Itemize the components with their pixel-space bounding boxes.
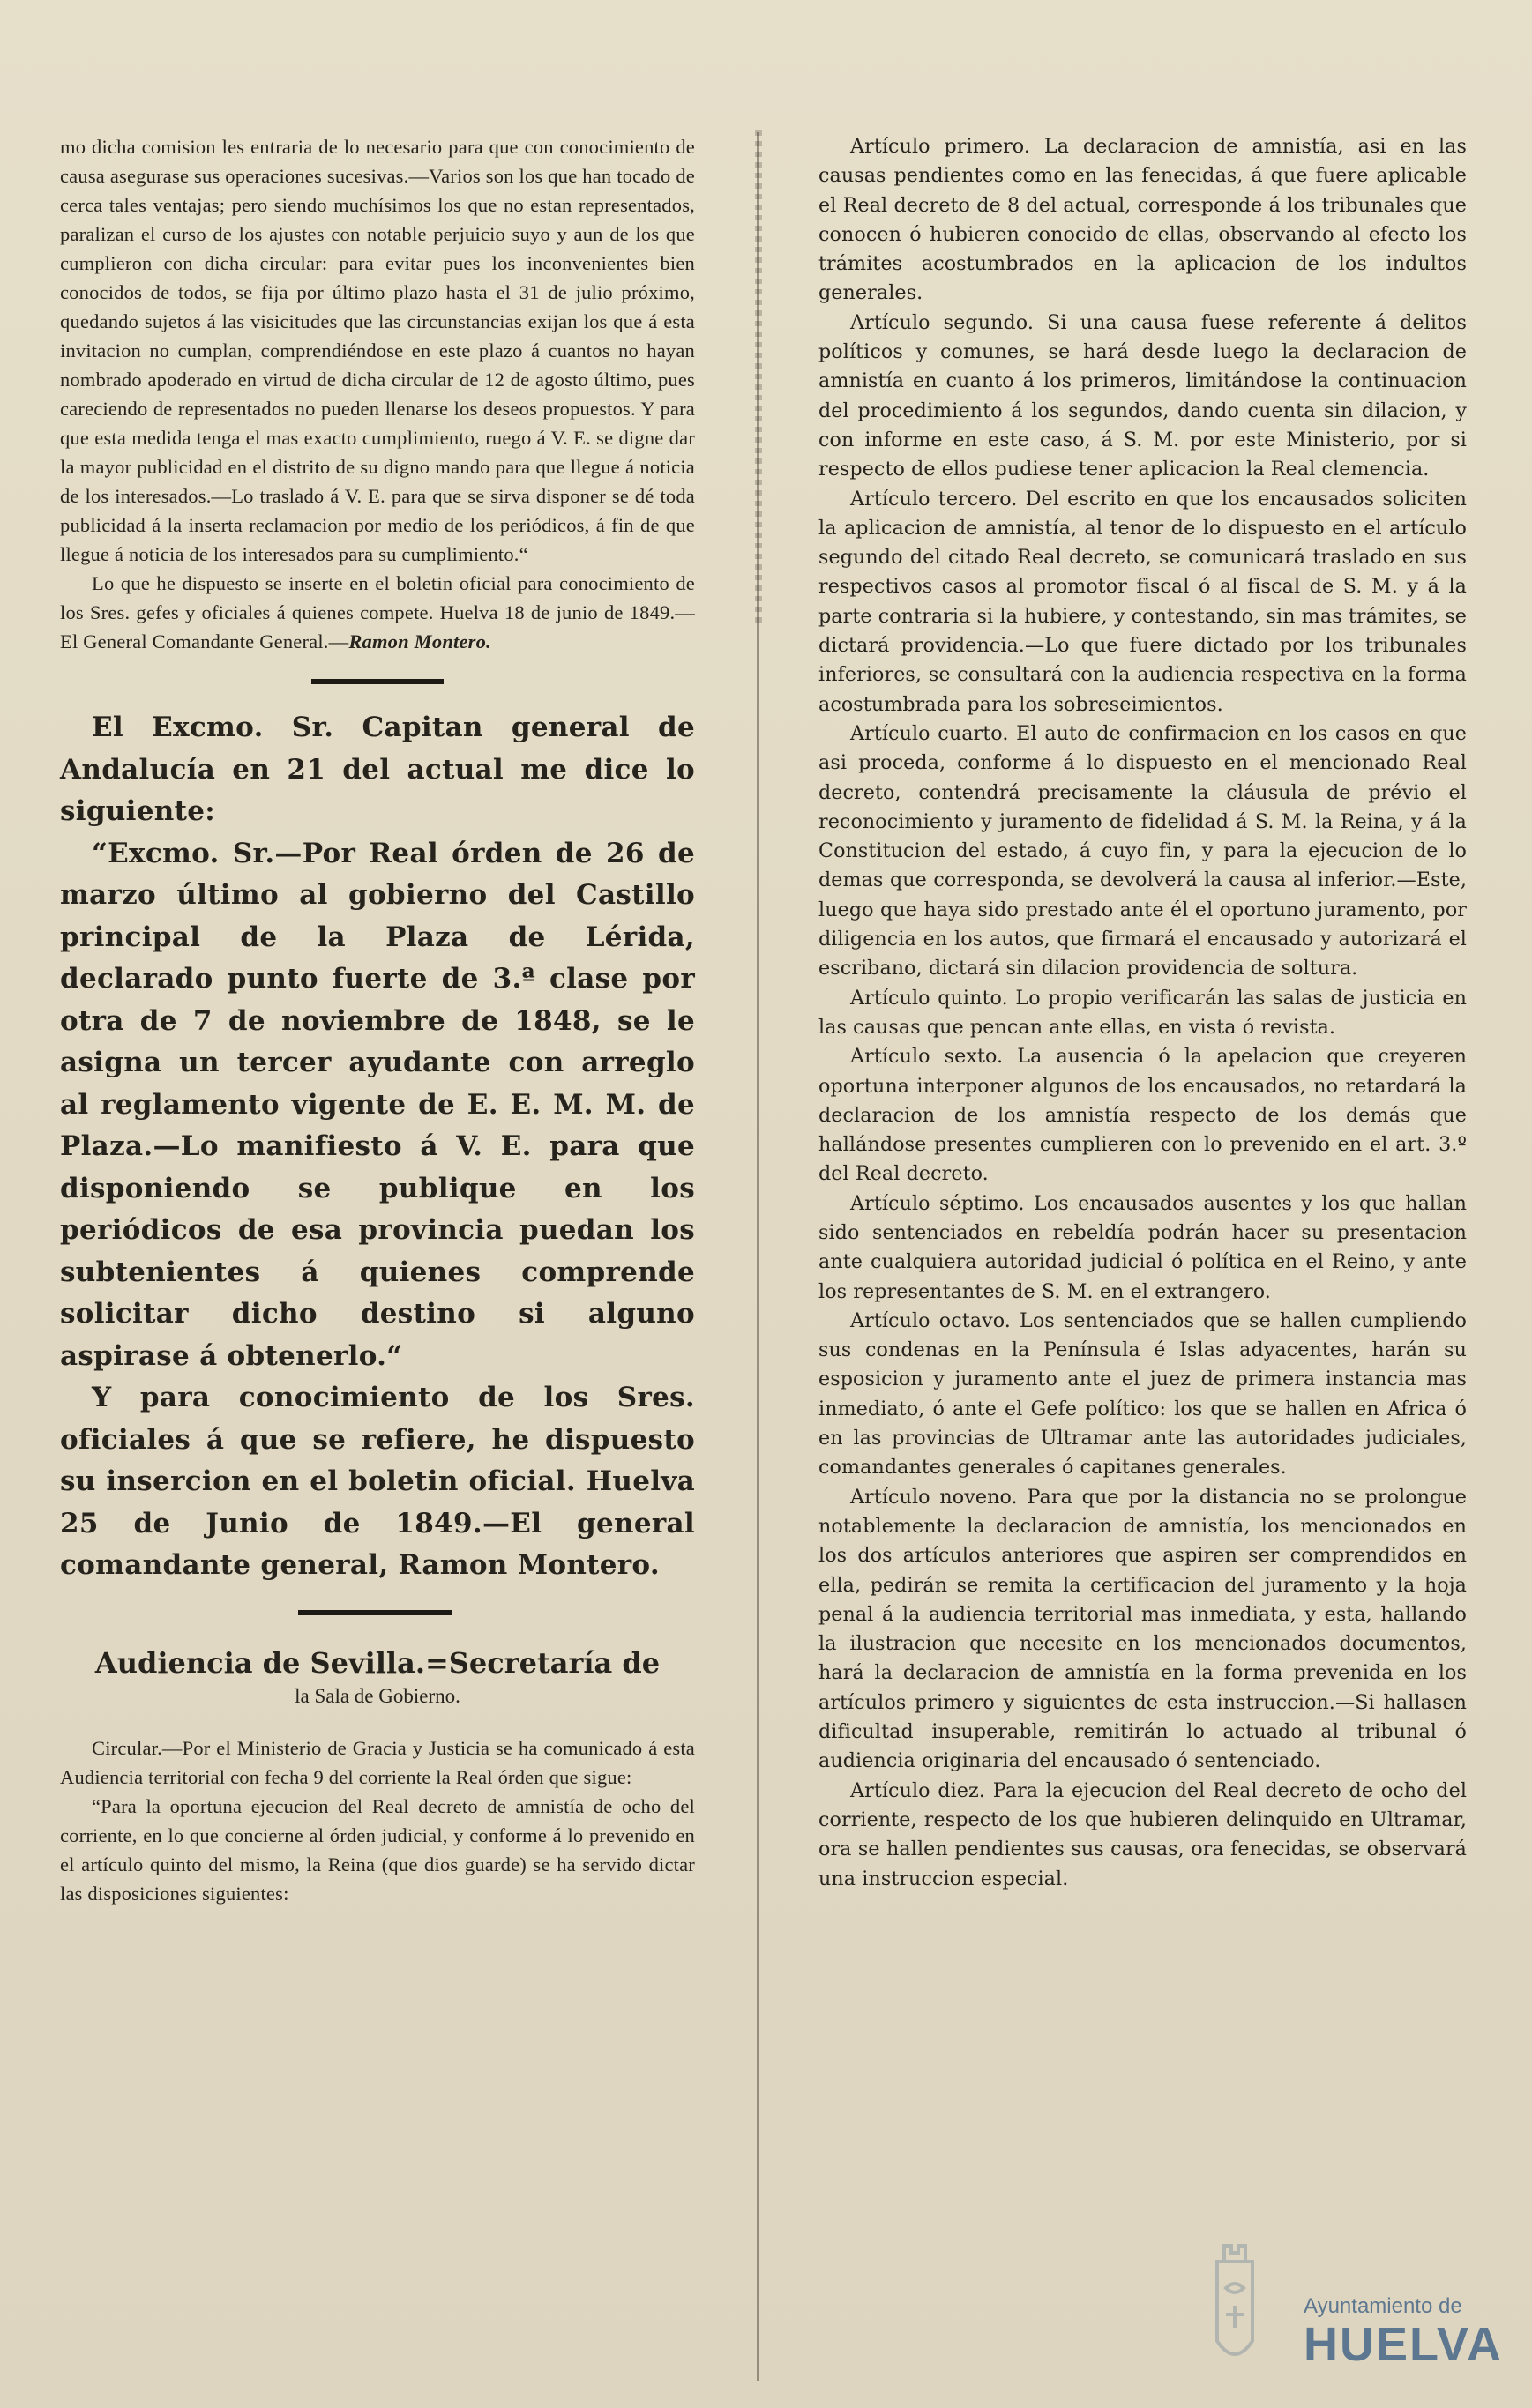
section-separator — [60, 656, 695, 707]
article-paragraph — [818, 485, 1467, 719]
article-text: Si una causa fuese referente á delitos políticos y comunes, se hará desde luego la declaracion de amnistía en cuanto á los primeros, limitándose la continuacion del procedimiento á los segundos, dando cuenta sin dilacion, y con informe en este caso, á S. M. por este Ministerio, por si respecto de ellos pudiese tener aplicacion la Real clemencia. — [818, 310, 1467, 481]
article-paragraph — [818, 1777, 1467, 1894]
notice-quote: “Excmo. Sr.—Por Real órden de 26 de marzo último al gobierno del Castillo principal de la Plaza de Lérida, declarado punto fuerte de 3.ª clase por otra de 7 de noviembre de 1848, se le asigna un tercer ayudante con arreglo al reglamento vigente de E. E. M. M. de Plaza.—Lo manifiesto á V. E. para que disponiendo se publique en los periódicos de esa provincia puedan los subtenientes á quienes comprende solicitar dicho destino si alguno aspirase á obtenerlo.“ — [60, 837, 695, 1372]
article-paragraph — [818, 309, 1467, 485]
article-paragraph — [818, 1307, 1467, 1483]
column-divider-ticks — [755, 130, 762, 624]
article-paragraph — [818, 1189, 1467, 1307]
section-subheading: la Sala de Gobierno. — [295, 1684, 460, 1707]
article-label: Artículo primero. — [850, 135, 1031, 158]
article-label: Artículo sexto. — [850, 1045, 1004, 1069]
continuation-paragraph: mo dicha comision les entraria de lo necesario para que con conocimiento de causa asegurase sus operaciones sucesivas.—Varios son los que han tocado de cerca tales ventajas; pero siendo muchísimos los que no estan representados, paralizan el curso de los ajustes con notable perjuicio suyo y aun de los que cumplieron con dicha circular: para evitar pues los inconvenientes bien conocidos de todos, se fija por último plazo hasta el 31 de julio próximo, quedando sujetos á las visicitudes que las circunstancias exijan los que á esta invitacion no cumplan, comprendiéndose en este plazo á cuantos no hayan nombrado apoderado en virtud de dicha circular de 12 de agosto último, pues careciendo de representados no pueden llenarse los deseos propuestos. Y para que esta medida tenga el mas exacto cumplimiento, ruego á V. E. se digne dar la mayor publicidad en el distrito de su digno mando para que llegue á noticia de los interesados.—Lo traslado á V. E. para que se sirva disponer se dé toda publicidad á la inserta reclamacion por medio de los periódicos, á fin de que llegue á noticia de los interesados para su cumplimiento.“ — [60, 136, 695, 565]
closing-text: Lo que he dispuesto se inserte en el boletin oficial para conocimiento de los Sres. gefes y oficiales á quienes compete. Huelva 18 de junio de 1849.—El General Comandante General.— — [60, 572, 695, 652]
watermark-line-2: HUELVA — [1304, 2318, 1503, 2371]
article-paragraph — [818, 1483, 1467, 1777]
watermark-line-1: Ayuntamiento de — [1304, 2294, 1462, 2318]
article-label: Artículo noveno. — [850, 1485, 1018, 1509]
notice-intro: El Excmo. Sr. Capitan general de Andalucía en 21 del actual me dice lo siguiente: — [60, 712, 695, 827]
left-column — [60, 132, 695, 1908]
section-separator — [60, 1587, 695, 1638]
separator-rule — [298, 1610, 452, 1615]
section-heading: Audiencia de Sevilla.=Secretaría de — [94, 1645, 661, 1680]
article-label: Artículo segundo. — [850, 310, 1034, 334]
article-label: Artículo diez. — [850, 1778, 985, 1802]
closing-paragraph — [60, 569, 695, 656]
circular-paragraph: “Para la oportuna ejecucion del Real decreto de amnistía de ocho del corriente, en lo que concierne al órden judicial, y conforme á lo prevenido en el artículo quinto del mismo, la Reina (que dios guarde) se ha servido dictar las disposiciones siguientes: — [60, 1794, 695, 1905]
right-column — [818, 132, 1467, 1894]
article-label: Artículo tercero. — [850, 487, 1018, 511]
circular-paragraph: Circular.—Por el Ministerio de Gracia y Justicia se ha comunicado á esta Audiencia territorial con fecha 9 del corriente la Real órden que sigue: — [60, 1736, 695, 1788]
article-text: Lo propio verificarán las salas de justicia en las causas que pencan ante ellas, en vista ó revista. — [818, 986, 1468, 1039]
article-text: La declaracion de amnistía, asi en las causas pendientes como en las fenecidas, á que fuere aplicable el Real decreto de 8 del actual, corresponde á los tribunales que conocen ó hubieren conocido de ellas, observando al efecto los trámites acostumbrados en la aplicacion de los indultos generales. — [818, 135, 1467, 305]
article-text: Del escrito en que los encausados soliciten la aplicacion de amnistía, al tenor de lo dispuesto en el artículo segundo del citado Real decreto, se comunicará traslado en sus respectivos casos al promotor fiscal ó al fiscal de S. M. y á la parte contraria si la hubiere, y contestando, sin mas trámites, se dictará providencia.—Lo que fuere dictado por los tribunales inferiores, se consultará con la audiencia respectiva en la forma acostumbrada para los sobreseimientos. — [818, 487, 1468, 716]
article-text: El auto de confirmacion en los casos en que asi proceda, conforme á lo dispuesto en el mencionado Real decreto, contendrá precisamente la cláusula de prévio el reconocimiento y juramento de fidelidad á S. M. la Reina, y á la Constitucion del estado, á cuyo fin, y para la ejecucion de lo demas que corresponda, se devolverá la causa al inferior.—Este, luego que haya sido prestado ante él el oportuno juramento, por diligencia en los autos, que firmará el encausado y autorizará el escribano, dictará sin dilacion providencia de soltura. — [818, 721, 1468, 980]
article-paragraph — [818, 984, 1467, 1043]
article-text: Los sentenciados que se hallen cumpliendo sus condenas en la Península é Islas adyacentes, harán su esposicion y juramento ante el juez de primera instancia mas inmediato, ó ante el Gefe político: los que se hallen en Africa ó en las provincias de Ultramar ante las autoridades judiciales, comandantes generales ó capitanes generales. — [818, 1308, 1467, 1480]
article-paragraph — [818, 719, 1467, 984]
article-text: Para que por la distancia no se prolongue notablemente la declaracion de amnistía, los mencionados en los dos artículos anteriores que aspiren ser comprendidos en ella, pedirán se remita la certificacion del juramento y la hoja penal á la audiencia territorial mas inmediata, y esta, hallando la ilustracion que necesite en los mencionados documentos, hará la declaracion de amnistía en la forma prevenida en los artículos primero y siguientes de esta instruccion.—Si hallasen dificultad insuperable, remitirán lo actuado al tribunal ó audiencia originaria del encausado ó sentenciado. — [818, 1485, 1467, 1773]
notice-closing: Y para conocimiento de los Sres. oficiales á que se refiere, he dispuesto su insercion en el boletin oficial. Huelva 25 de Junio de 1849.—El general comandante general, Ramon Montero. — [60, 1382, 695, 1581]
article-label: Artículo séptimo. — [850, 1191, 1025, 1215]
article-label: Artículo cuarto. — [850, 721, 1009, 745]
signature: Ramon Montero. — [348, 630, 491, 652]
article-text: La ausencia ó la apelacion que creyeren oportuna interponer algunos de los encausados, no retardará la declaracion de los amnistía respecto de los demás que hallándose presentes cumplieren con lo prevenido en el art. 3.º del Real decreto. — [818, 1045, 1468, 1186]
separator-rule — [311, 679, 444, 684]
article-paragraph — [818, 1042, 1467, 1189]
article-label: Artículo octavo. — [850, 1308, 1011, 1332]
article-text: Los encausados ausentes y los que hallan sido sentenciados en rebeldía podrán hacer su presentacion ante cualquiera autoridad judicial ó política en el Reino, y ante los representantes de S. M. en el extrangero. — [818, 1191, 1468, 1303]
article-label: Artículo quinto. — [850, 986, 1008, 1010]
article-text: Para la ejecucion del Real decreto de ocho del corriente, respecto de los que hubieren delinquido en Ultramar, ora se hallen pendientes sus causas, ora fenecidas, se observará una instruccion especial. — [818, 1778, 1468, 1890]
article-paragraph — [818, 132, 1467, 309]
